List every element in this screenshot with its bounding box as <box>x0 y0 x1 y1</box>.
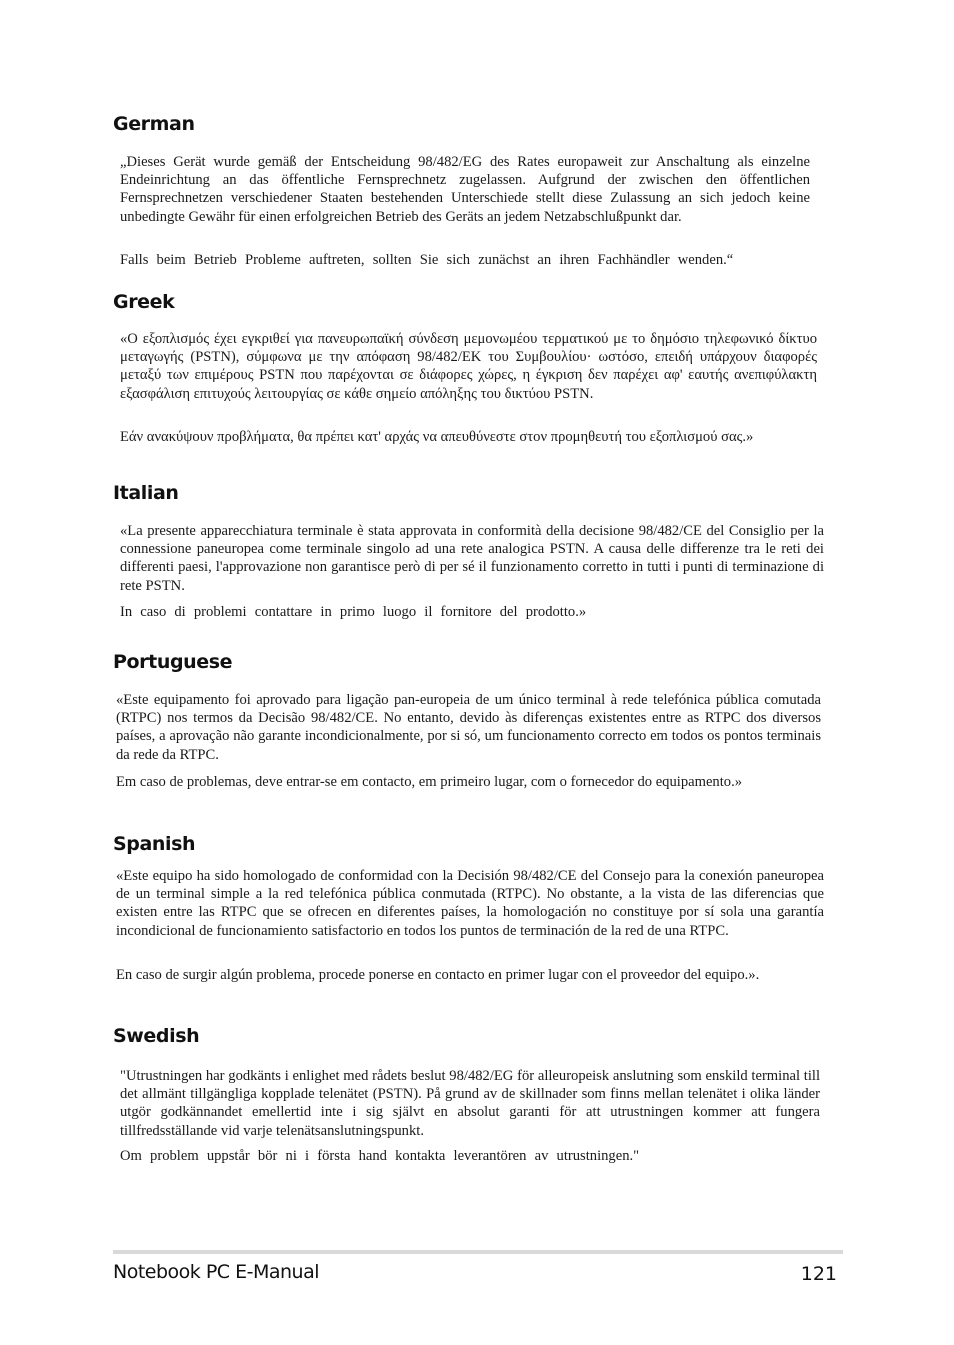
german-paragraph-2: Falls beim Betrieb Probleme auftreten, sollten Sie sich zunächst an ihren Fachhändler wenden.“ <box>120 252 734 268</box>
greek-paragraph-2: Εάν ανακύψουν προβλήματα, θα πρέπει κατ' αρχάς να απευθύνεστε στον προμηθευτή του εξοπλισμού σας.» <box>120 429 754 445</box>
portuguese-paragraph-2: Em caso de problemas, deve entrar-se em contacto, em primeiro lugar, com o fornecedor do equipamento.» <box>116 774 743 790</box>
section-heading-swedish: Swedish <box>113 1025 200 1047</box>
section-heading-portuguese: Portuguese <box>113 651 233 673</box>
swedish-paragraph-1: "Utrustningen har godkänts i enlighet med rådets beslut 98/482/EG för alleuropeisk anslutning som enskild terminal till det allmänt tillgängliga kopplade telenätet (PSTN). På grund av de skillnader som finns mellan telenätet i olika länder utgör godkännandet emellertid inte i sig självt en absolut garanti för att utrustningen kommer att fungera tillfredsställande vid varje telenätsanslutningspunkt. <box>120 1068 820 1139</box>
italian-paragraph-1: «La presente apparecchiatura terminale è stata approvata in conformità della decisione 98/482/CE del Consiglio per la connessione paneuropea come terminale singolo ad una rete analogica PSTN. A causa delle differenze tra le reti dei differenti paesi, l'approvazione non garantisce però di per sé il funzionamento corretto in tutti i punti di terminazione di rete PSTN. <box>120 523 824 594</box>
italian-paragraph-2: In caso di problemi contattare in primo luogo il fornitore del prodotto.» <box>120 604 587 620</box>
portuguese-paragraph-1: «Este equipamento foi aprovado para ligação pan-europeia de um único terminal à rede telefónica pública comutada (RTPC) nos termos da Decisão 98/482/CE. No entanto, devido às diferenças existentes entre as RTPC dos diversos países, a aprovação não garante incondicionalmente, por si só, um funcionamento correcto em todos os pontos terminais da rede da RTPC. <box>116 692 821 763</box>
german-paragraph-1: „Dieses Gerät wurde gemäß der Entscheidung 98/482/EG des Rates europaweit zur Anschaltung als einzelne Endeinrichtung an das öffentliche Fernsprechnetz zugelassen. Aufgrund der zwischen den öffentlichen Fernsprechnetzen verschiedener Staaten bestehenden Unterschiede stellt diese Zulassung an sich jedoch keine unbedingte Gewähr für einen erfolgreichen Betrieb des Geräts an jedem Netzabschlußpunkt dar. <box>120 154 810 225</box>
spanish-paragraph-2: En caso de surgir algún problema, procede ponerse en contacto en primer lugar con el proveedor del equipo.». <box>116 967 760 983</box>
footer-divider <box>113 1250 843 1254</box>
spanish-paragraph-1: «Este equipo ha sido homologado de conformidad con la Decisión 98/482/CE del Consejo para la conexión paneuropea de un terminal simple a la red telefónica pública conmutada (RTPC). No obstante, a la vista de las diferencias que existen entre las RTPC que se ofrecen en diferentes países, la homologación no constituye por sí sola una garantía incondicional de funcionamiento satisfactorio en todos los puntos de terminación de la red de una RTPC. <box>116 868 824 939</box>
section-heading-italian: Italian <box>113 482 179 504</box>
swedish-paragraph-2: Om problem uppstår bör ni i första hand kontakta leverantören av utrustningen." <box>120 1148 640 1164</box>
page-number: 121 <box>800 1263 837 1285</box>
section-heading-german: German <box>113 113 195 135</box>
greek-paragraph-1: «Ο εξοπλισμός έχει εγκριθεί για πανευρωπαϊκή σύνδεση μεμονωμέου τερματικού με το δημόσιο τηλεφωνικό δίκτυο μεταγωγής (PSTN), σύμφωνα με την απόφαση 98/482/ΕΚ του Συμβουλίου· ωστόσο, επειδή υπάρχουν διαφορές μεταξύ των επιμέρους PSTN που παρέχονται σε διάφορες χώρες, η έγκριση δεν παρέχει αφ' εαυτής ανεπιφύλακτη εξασφάλιση επιτυχούς λειτουργίας σε κάθε σημείο απόληξης του δικτύου PSTN. <box>120 331 817 402</box>
footer-title: Notebook PC E-Manual <box>113 1261 319 1283</box>
section-heading-spanish: Spanish <box>113 833 196 855</box>
section-heading-greek: Greek <box>113 291 175 313</box>
